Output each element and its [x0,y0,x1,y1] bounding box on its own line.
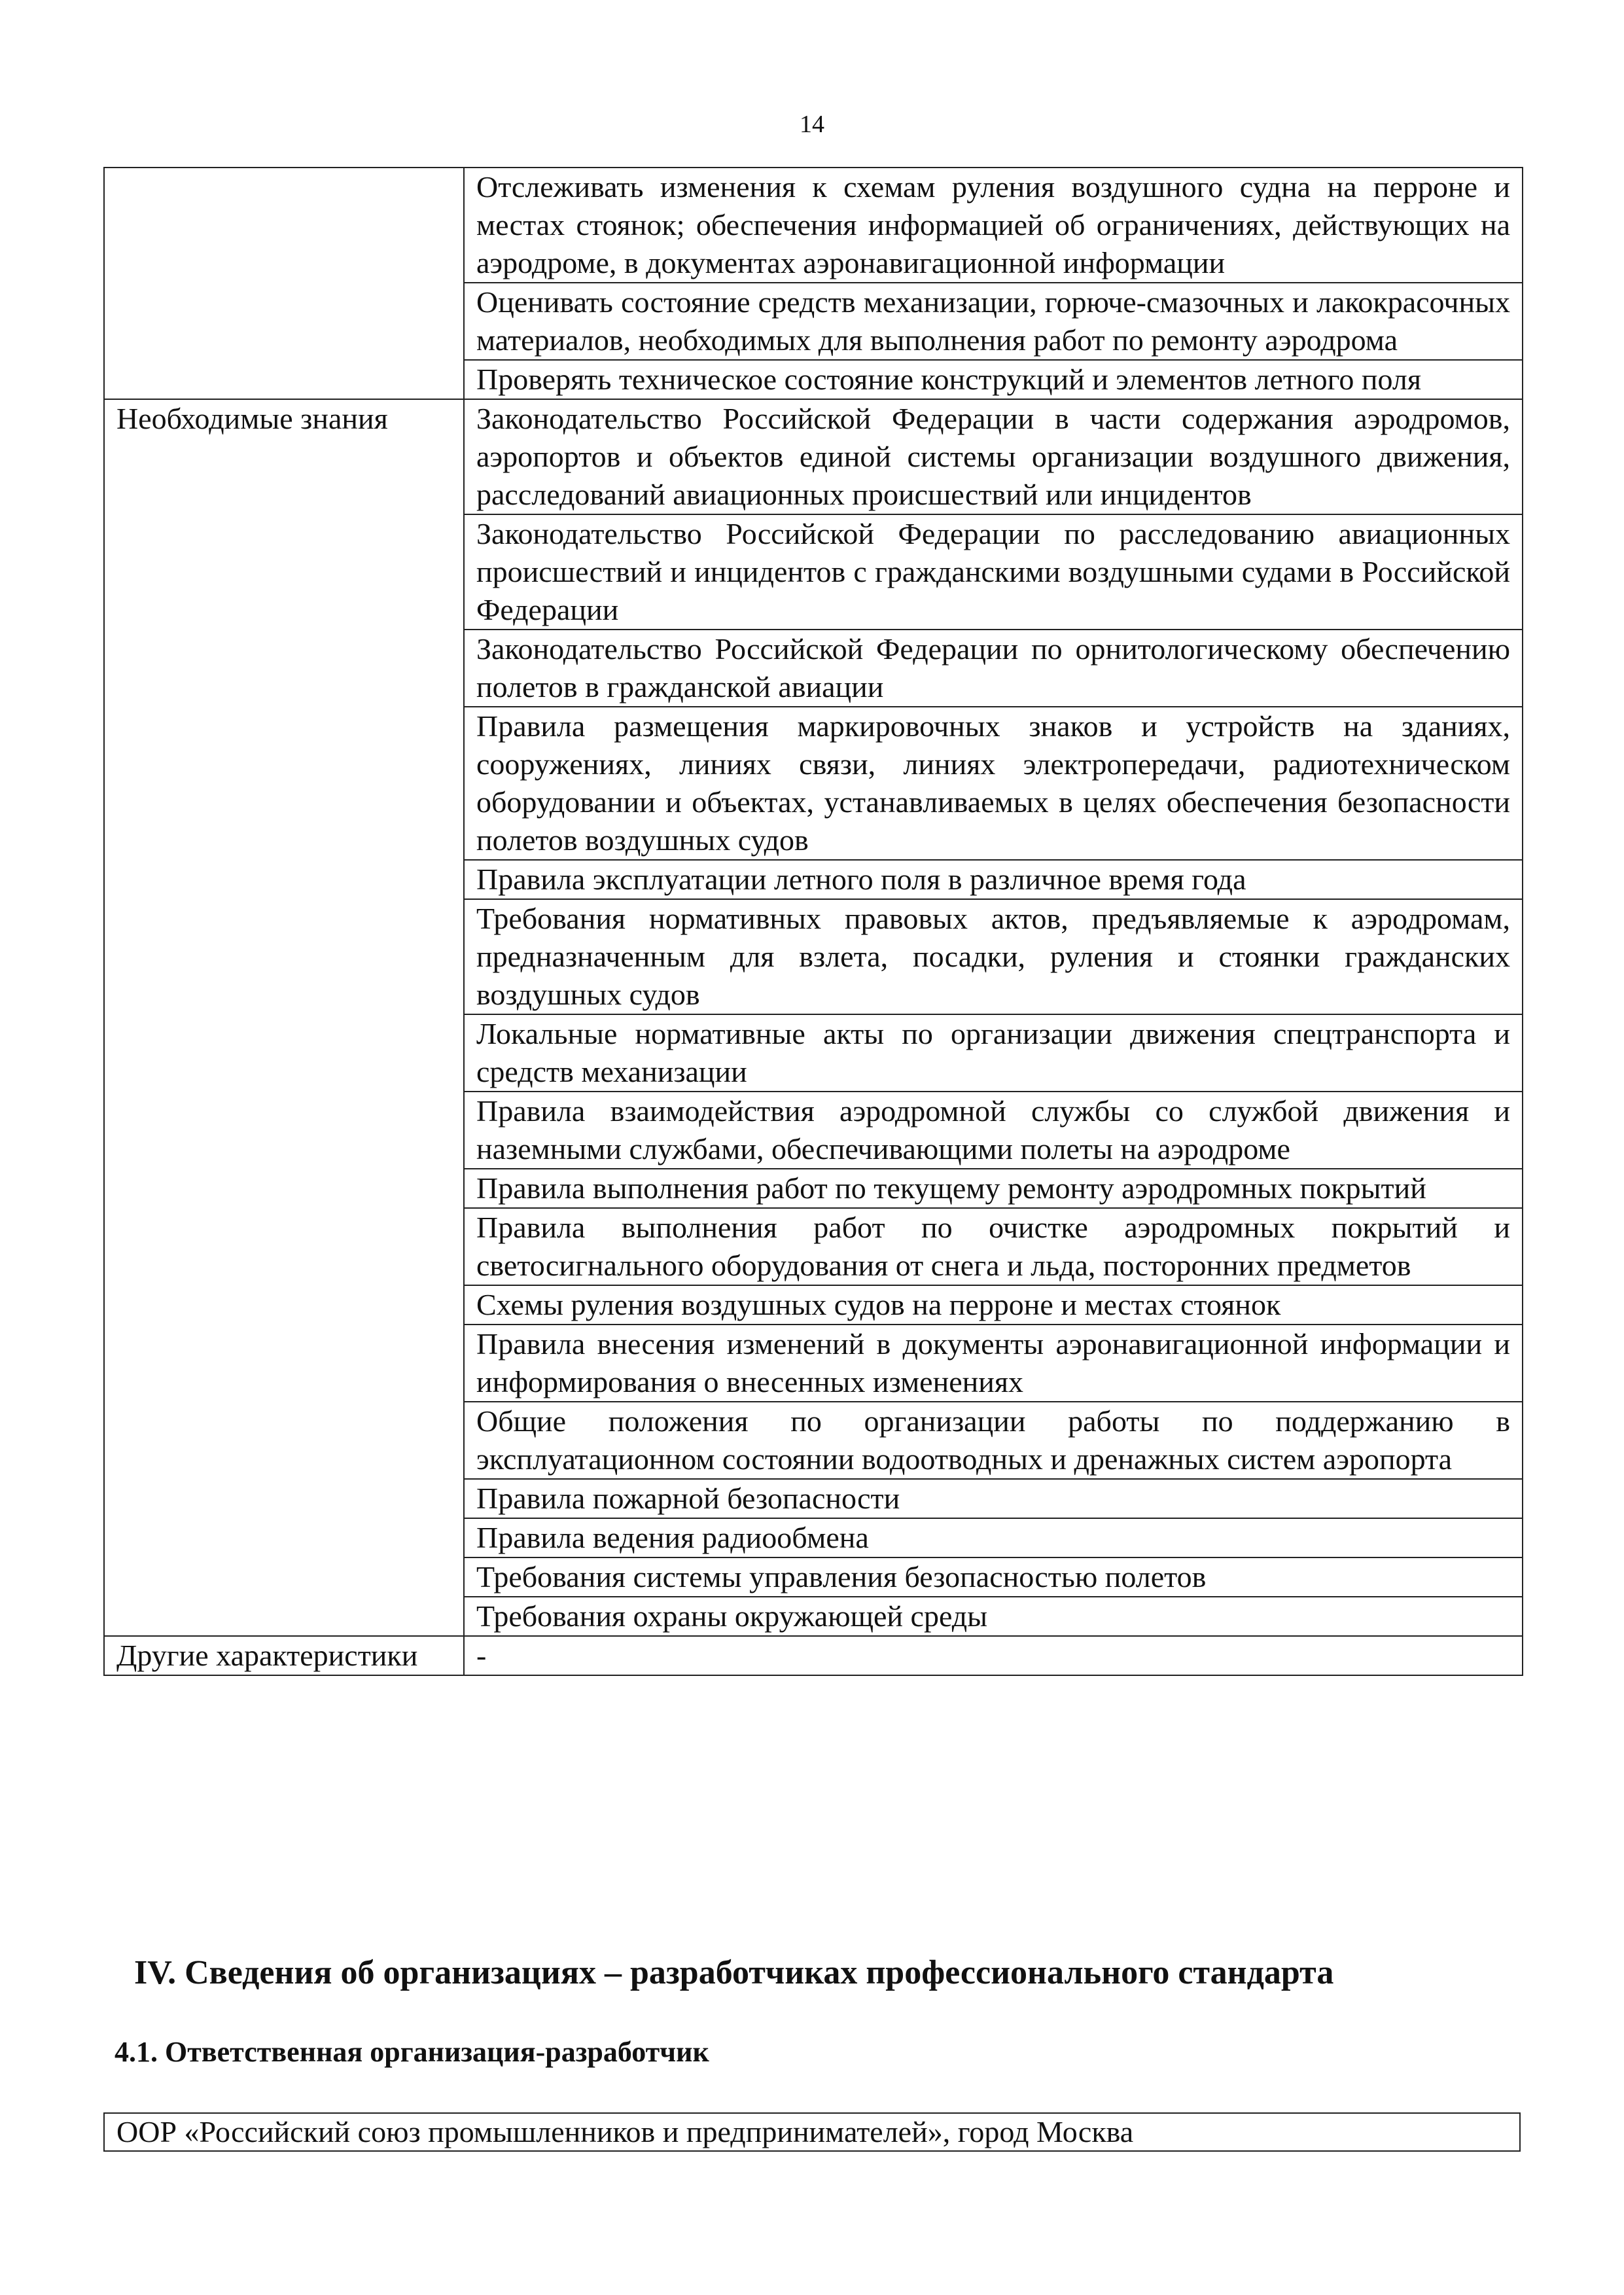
table-row [104,168,1523,283]
organization-name: ООР «Российский союз промышленников и предпринимателей», город Москва [103,2112,1521,2152]
table-row [104,1636,1523,1675]
knowledge-item: Правила пожарной безопасности [464,1479,1523,1518]
skill-item: Оценивать состояние средств механизации, горюче-смазочных и лакокрасочных материалов, необходимых для выполнения работ по ремонту аэродрома [464,283,1523,360]
empty-label-cell [104,283,464,360]
knowledge-item: Правила размещения маркировочных знаков и устройств на зданиях, сооружениях, линиях связи, линиях электропередачи, радиотехническом оборудовании и объектах, устанавливаемых в целях обеспечения безопасности полетов воздушных судов [464,707,1523,860]
table-row [104,360,1523,399]
section-title: IV. Сведения об организациях – разработчиках профессионального стандарта [134,1954,1334,1991]
knowledge-item: Законодательство Российской Федерации по орнитологическому обеспечению полетов в гражданской авиации [464,630,1523,707]
knowledge-item: Локальные нормативные акты по организации движения спецтранспорта и средств механизации [464,1014,1523,1092]
knowledge-item: Законодательство Российской Федерации в части содержания аэродромов, аэропортов и объектов единой системы организации воздушного движения, расследований авиационных происшествий или инцидентов [464,399,1523,514]
knowledge-label: Необходимые знания [104,399,464,1636]
knowledge-item: Правила эксплуатации летного поля в различное время года [464,860,1523,899]
knowledge-item: Требования охраны окружающей среды [464,1597,1523,1636]
table-row [104,283,1523,360]
table-row [104,399,1523,514]
empty-label-cell [104,360,464,399]
skill-item: Отслеживать изменения к схемам руления воздушного судна на перроне и местах стоянок; обеспечения информацией об ограничениях, действующих на аэродроме, в документах аэронавигационной информации [464,168,1523,283]
other-characteristics-value: - [464,1636,1523,1675]
other-characteristics-label: Другие характеристики [104,1636,464,1675]
knowledge-item: Правила выполнения работ по очистке аэродромных покрытий и светосигнального оборудования от снега и льда, посторонних предметов [464,1208,1523,1285]
subsection-title: 4.1. Ответственная организация-разработчик [115,2036,709,2068]
knowledge-item: Требования нормативных правовых актов, предъявляемые к аэродромам, предназначенным для взлета, посадки, руления и стоянки гражданских воздушных судов [464,899,1523,1014]
page-number: 14 [800,111,824,138]
knowledge-item: Правила выполнения работ по текущему ремонту аэродромных покрытий [464,1169,1523,1208]
knowledge-item: Законодательство Российской Федерации по расследованию авиационных происшествий и инцидентов с гражданскими воздушными судами в Российской Федерации [464,514,1523,630]
knowledge-item: Правила внесения изменений в документы аэронавигационной информации и информирования о внесенных изменениях [464,1325,1523,1402]
competency-table [103,167,1523,1676]
knowledge-item: Схемы руления воздушных судов на перроне и местах стоянок [464,1285,1523,1325]
knowledge-item: Требования системы управления безопасностью полетов [464,1557,1523,1597]
skill-item: Проверять техническое состояние конструкций и элементов летного поля [464,360,1523,399]
knowledge-item: Правила ведения радиообмена [464,1518,1523,1557]
knowledge-item: Правила взаимодействия аэродромной службы со службой движения и наземными службами, обеспечивающими полеты на аэродроме [464,1092,1523,1169]
empty-label-cell [104,168,464,283]
knowledge-item: Общие положения по организации работы по поддержанию в эксплуатационном состоянии водоотводных и дренажных систем аэропорта [464,1402,1523,1479]
